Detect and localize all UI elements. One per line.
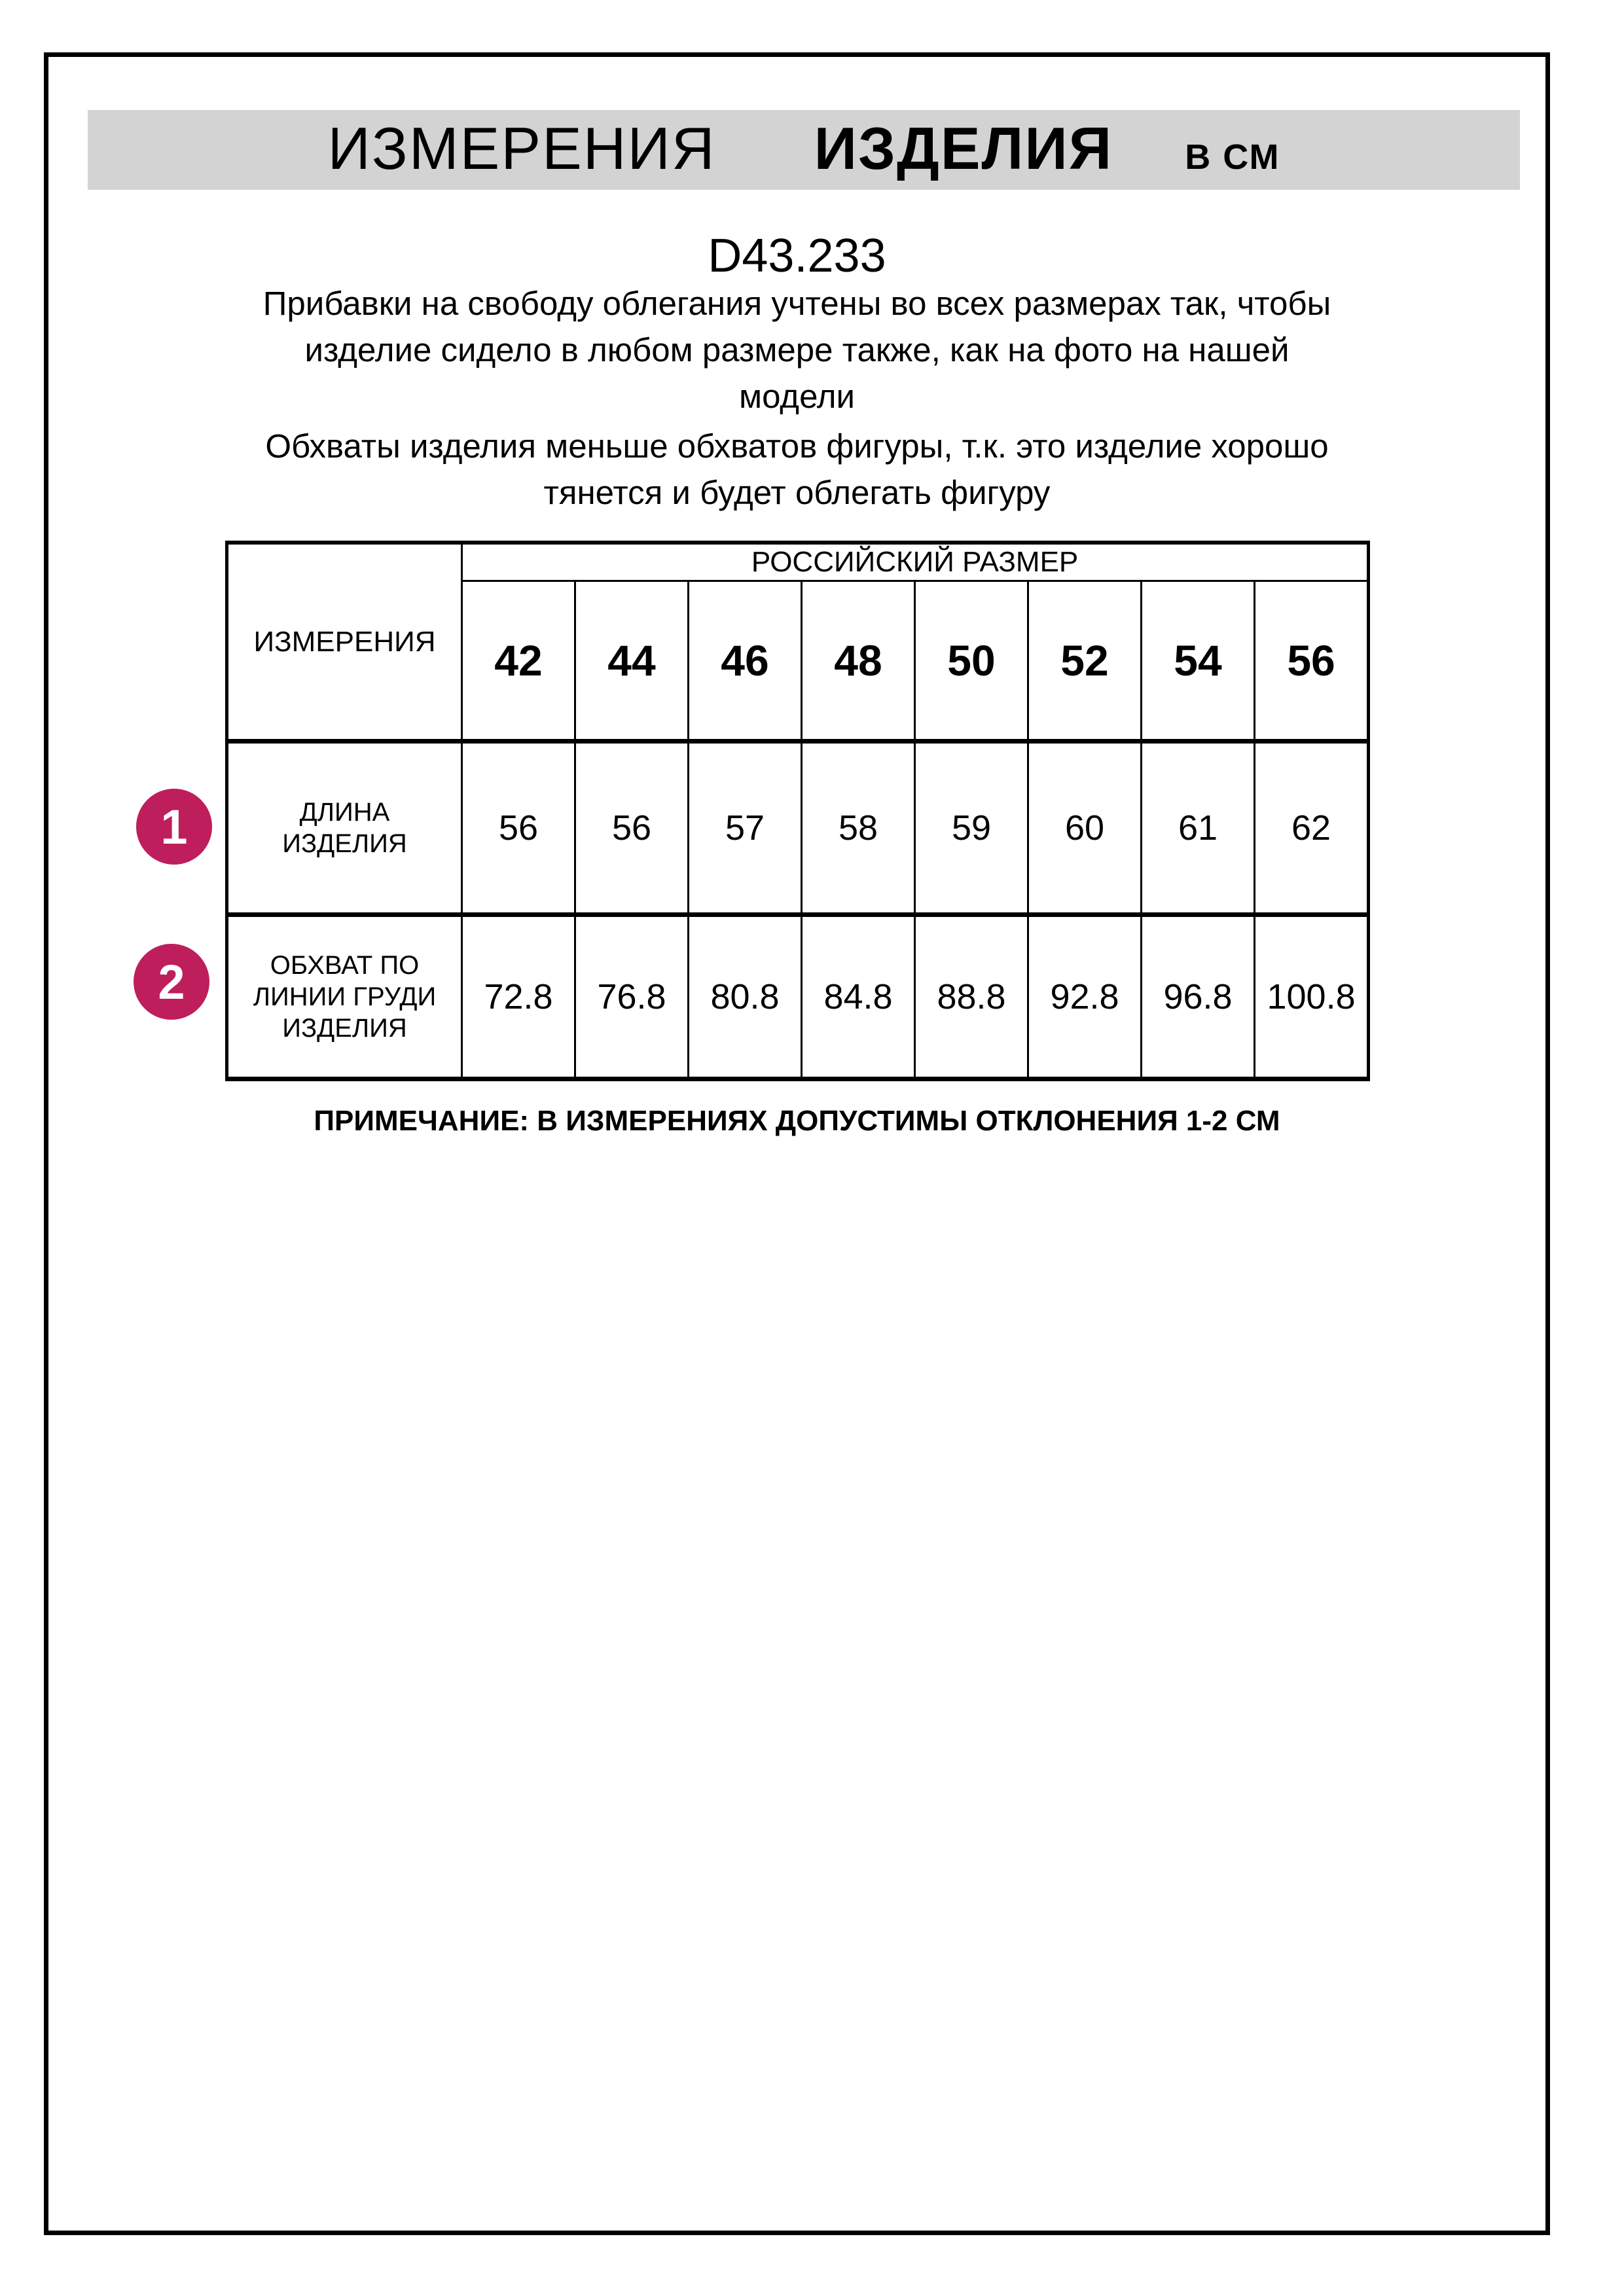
row-label-line: ИЗДЕЛИЯ	[282, 829, 407, 858]
value-cell: 88.8	[915, 915, 1028, 1079]
value-cell: 56	[462, 742, 575, 915]
stretch-note-line: тянется и будет облегать фигуру	[543, 474, 1051, 511]
measurements-table	[225, 541, 1370, 1081]
value-cell: 58	[802, 742, 915, 915]
size-header-cell: 54	[1142, 581, 1255, 742]
row-label-line: ЛИНИИ ГРУДИ	[253, 982, 437, 1011]
fit-note-line: изделие сидело в любом размере также, как на фото на нашей	[304, 331, 1290, 368]
table-row-length	[227, 742, 1369, 915]
row-label-cell	[227, 915, 462, 1079]
title-unit-cm: В СМ	[1185, 137, 1280, 177]
row-number-badge-1	[136, 789, 212, 865]
value-cell: 84.8	[802, 915, 915, 1079]
value-cell: 59	[915, 742, 1028, 915]
value-cell: 61	[1142, 742, 1255, 915]
size-header-cell: 56	[1255, 581, 1369, 742]
russian-size-header-cell: РОССИЙСКИЙ РАЗМЕР	[462, 543, 1369, 581]
title-product: ИЗДЕЛИЯ	[814, 116, 1113, 182]
size-header-cell: 50	[915, 581, 1028, 742]
value-cell: 100.8	[1255, 915, 1369, 1079]
product-code: D43.233	[708, 230, 886, 282]
value-cell: 72.8	[462, 915, 575, 1079]
title-band	[88, 110, 1520, 190]
row-number-text: 1	[160, 799, 188, 854]
value-cell: 57	[689, 742, 802, 915]
size-header-cell: 48	[802, 581, 915, 742]
value-cell: 96.8	[1142, 915, 1255, 1079]
row-label-cell	[227, 742, 462, 915]
size-header-cell: 42	[462, 581, 575, 742]
value-cell: 62	[1255, 742, 1369, 915]
corner-header-cell: ИЗМЕРЕНИЯ	[227, 543, 462, 742]
row-label-line: ИЗДЕЛИЯ	[282, 1014, 407, 1043]
size-header-cell: 52	[1028, 581, 1142, 742]
fit-note-line: модели	[739, 378, 855, 415]
value-cell: 92.8	[1028, 915, 1142, 1079]
fit-note-paragraph	[44, 280, 1550, 420]
table-row-group-header	[227, 543, 1369, 581]
row-label-line: ОБХВАТ ПО	[270, 951, 420, 980]
size-header-cell: 46	[689, 581, 802, 742]
title-measurements: ИЗМЕРЕНИЯ	[327, 116, 716, 182]
value-cell: 60	[1028, 742, 1142, 915]
value-cell: 56	[575, 742, 689, 915]
value-cell: 76.8	[575, 915, 689, 1079]
stretch-note-paragraph	[44, 423, 1550, 516]
row-label-line: ДЛИНА	[299, 798, 390, 827]
row-number-text: 2	[158, 954, 185, 1009]
stretch-note-line: Обхваты изделия меньше обхватов фигуры, т.к. это изделие хорошо	[265, 427, 1329, 465]
row-number-badge-2	[134, 944, 209, 1020]
fit-note-line: Прибавки на свободу облегания учтены во всех размерах так, чтобы	[262, 285, 1331, 322]
tolerance-note: ПРИМЕЧАНИЕ: В ИЗМЕРЕНИЯХ ДОПУСТИМЫ ОТКЛОНЕНИЯ 1-2 СМ	[314, 1105, 1280, 1137]
value-cell: 80.8	[689, 915, 802, 1079]
table-row-chest	[227, 915, 1369, 1079]
size-header-cell: 44	[575, 581, 689, 742]
